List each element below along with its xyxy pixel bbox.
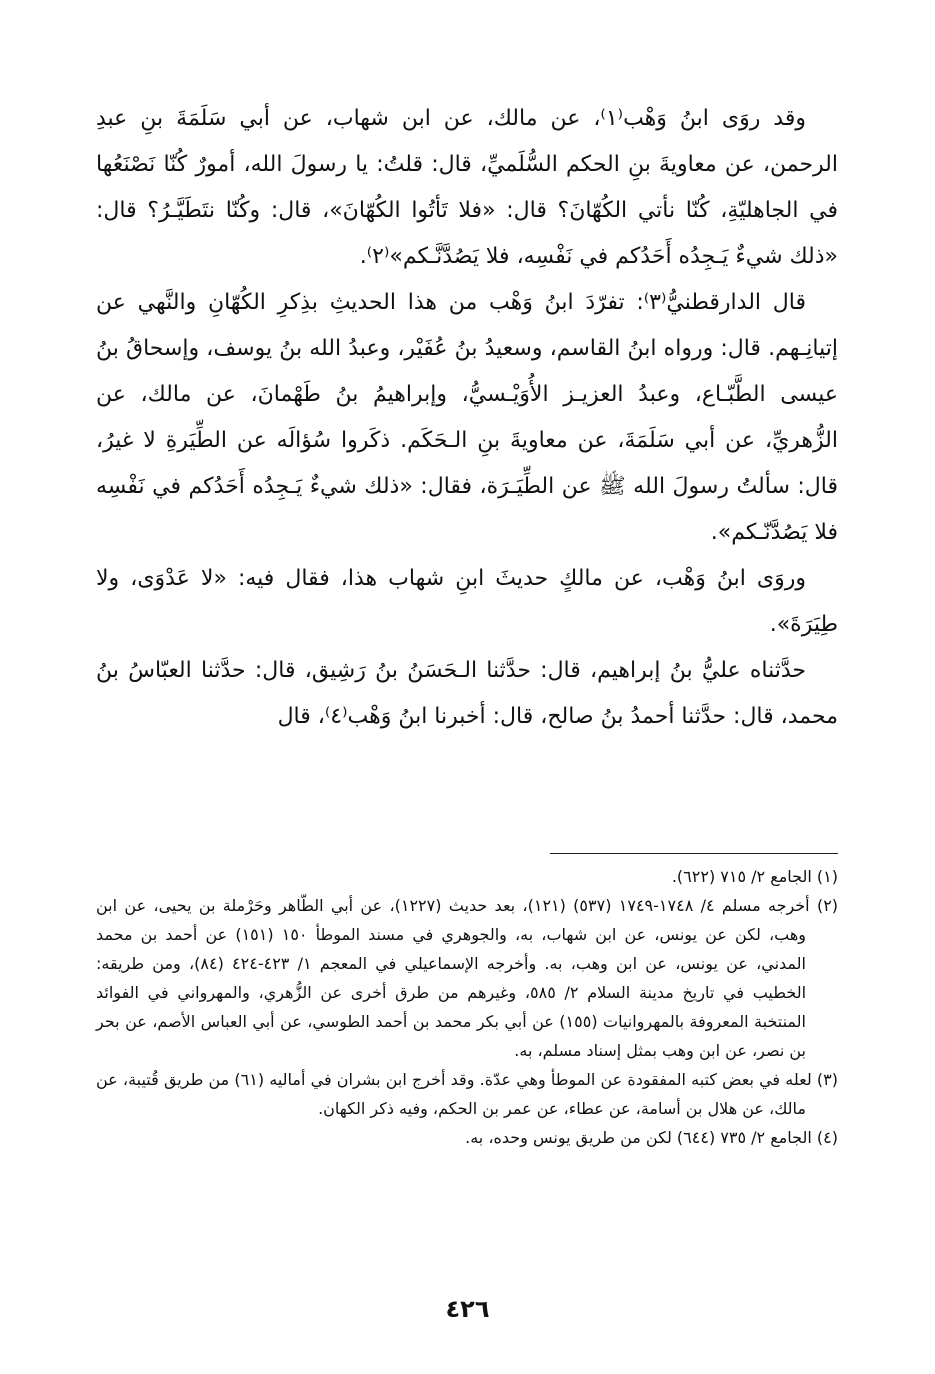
paragraph-3: وروَى ابنُ وَهْب، عن مالكٍ حديثَ ابنِ شهاب هذا، فقال فيه: «لا عَدْوَى، ولا طِيَرَةَ».	[96, 566, 838, 637]
footnote-4: (٤) الجامع ٢/ ٧٣٥ (٦٤٤) لكن من طريق يونس وحده، به.	[465, 1128, 838, 1147]
footnote-3: (٣) لعله في بعض كتبه المفقودة عن الموطأ وهي عدّة. وقد أخرج ابن بشران في أماليه (٦١) من طريق قُتيبة، عن مالك، عن هلال بن أسامة، عن عطاء، عن عمر بن الحكم، وفيه ذكر الكهان.	[96, 1070, 838, 1118]
paragraph-1: وقد روَى ابنُ وَهْب⁽١⁾، عن مالك، عن ابن شهاب، عن أبي سَلَمَةَ بنِ عبدِ الرحمن، عن معاويةَ بنِ الحكم السُّلَميِّ، قال: قلتُ: يا رسولَ الله، أمورٌ كُنّا نَصْنَعُها في الجاهليّةِ، كُنّا نأتي الكُهّانَ؟ قال: «فلا تَأتُوا الكُهّانَ»، قال: وكُنّا نتَطَيَّـرُ؟ قال: «ذلك شيءٌ يَـجِدُه أَحَدُكم في نَفْسِه، فلا يَصُدَّنَّـكم»⁽٢⁾.	[96, 106, 838, 269]
footnote-2: (٢) أخرجه مسلم ٤/ ١٧٤٨-١٧٤٩ (٥٣٧) (١٢١)، بعد حديث (١٢٢٧)، عن أبي الطّاهر وحَرْملة بن يحيى، عن ابن وهب، لكن عن يونس، عن ابن شهاب، به، والجوهري في مسند الموطأ ١٥٠ (١٥١) عن أحمد بن محمد المدني، عن يونس، عن ابن وهب، به. وأخرجه الإسماعيلي في المعجم ١/ ٤٢٣-٤٢٤ (٨٤)، ومن طريقه: الخطيب في تاريخ مدينة السلام ٢/ ٥٨٥، وغيرهم من طرق أخرى عن الزُّهري، والمهرواني في الفوائد المنتخبة المعروفة بالمهروانيات (١٥٥) عن أبي بكر محمد بن أحمد الطوسي، عن أبي العباس الأصم، عن بحر بن نصر، عن ابن وهب بمثل إسناد مسلم، به.	[96, 896, 839, 1060]
paragraph-4: حدَّثناه عليُّ بنُ إبراهيم، قال: حدَّثنا الـحَسَنُ بنُ رَشِيق، قال: حدَّثنا العبّاسُ بنُ محمد، قال: حدَّثنا أحمدُ بنُ صالح، قال: أخبرنا ابنُ وَهْب⁽٤⁾، قال	[96, 658, 838, 729]
page-number: ٤٢٦	[445, 1295, 490, 1323]
footnotes	[96, 862, 838, 1152]
footnote-1: (١) الجامع ٢/ ٧١٥ (٦٢٢).	[671, 867, 838, 886]
page-body	[96, 96, 838, 740]
footnote-divider	[550, 853, 838, 854]
main-text	[96, 96, 838, 740]
paragraph-2: قال الدارقطنيُّ⁽٣⁾: تفرّدَ ابنُ وَهْب من هذا الحديثِ بذِكرِ الكُهّانِ والنَّهي عن إتيانِـهم. قال: ورواه ابنُ القاسم، وسعيدُ بنُ عُفَيْر، وعبدُ الله بنُ يوسف، وإسحاقُ بنُ عيسى الطَّبّـاع، وعبدُ العزيـز الأُوَيْـسيُّ، وإبراهيمُ بنُ طَهْمانَ، عن مالك، عن الزُّهريِّ، عن أبي سَلَمَةَ، عن معاويةَ بنِ الـحَكَم. ذكَروا سُؤالَه عن الطِّيَرةِ لا غيرُ، قال: سألتُ رسولَ الله ﷺ عن الطِّيَـرَة، فقال: «ذلك شيءٌ يَـجِدُه أَحَدُكم في نَفْسِه فلا يَصُدَّنّـكم».	[96, 290, 838, 545]
